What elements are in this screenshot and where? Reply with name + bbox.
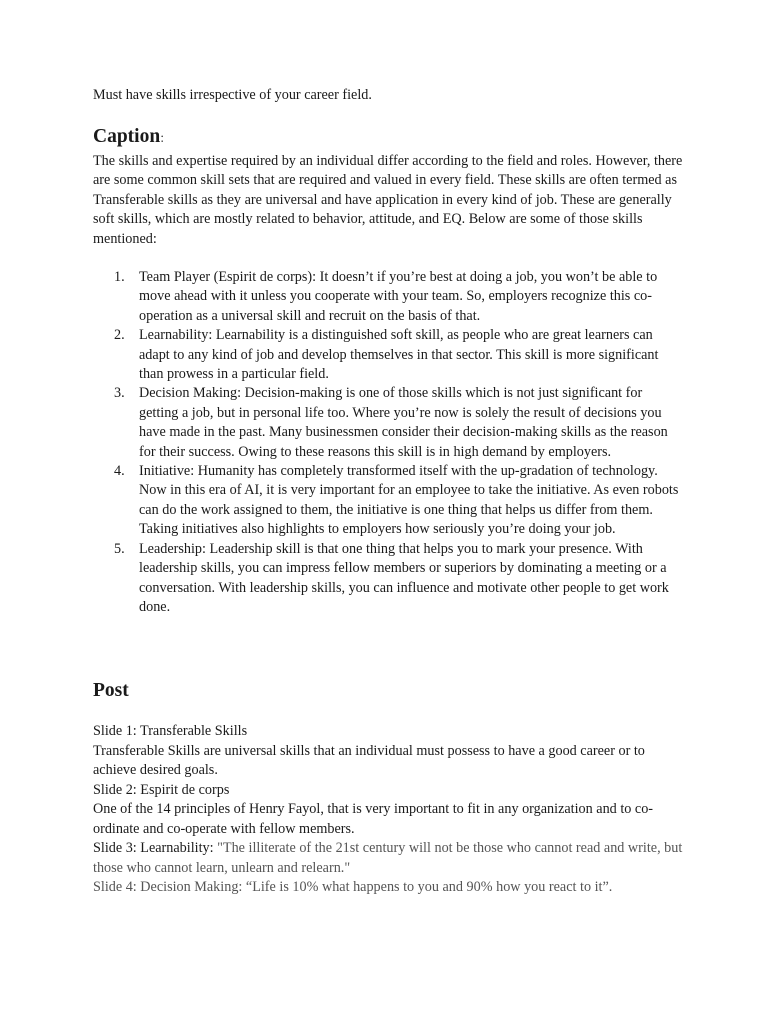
post-line: One of the 14 principles of Henry Fayol, that is very important to fit in any organization and to co-ordinate and co-operate with fellow members. — [93, 801, 654, 837]
post-line: Slide 1: Transferable Skills — [93, 723, 248, 740]
list-item — [114, 268, 683, 326]
slide-3-label: Slide 3: Learnability: — [93, 840, 218, 857]
caption-heading — [93, 125, 683, 151]
post-line: Transferable Skills are universal skills that an individual must possess to have a good career or to achieve desired goals. — [93, 742, 645, 779]
list-item-number: 4. — [114, 463, 125, 480]
slide-4-label: Slide 4: Decision Making: — [93, 879, 246, 896]
post-line: Slide 2: Espirit de corps — [93, 781, 230, 798]
list-item-text: Leadership: Leadership skill is that one thing that helps you to mark your presence. With leadership skills, you can impress fellow members or superiors by dominating a meeting or a conversation. With leadership skills, you can influence and motivate other people to get work done. — [139, 540, 669, 615]
list-item — [114, 326, 683, 384]
slide-3-line — [93, 839, 683, 878]
list-item-number: 2. — [114, 327, 125, 344]
list-item — [114, 384, 683, 462]
slide-3-quote: "The illiterate of the 21st century will not be those who cannot read and write, but those who cannot learn, unlearn and relearn." — [93, 840, 683, 876]
list-item-text: Decision Making: Decision-making is one of those skills which is not just significant for getting a job, but in personal life too. Where you’re now is solely the result of decisions you have made in the past. Many businessmen consider their decision-making skills as the reason for their success. Owing to these reasons this skill is in high demand by employers. — [139, 385, 668, 460]
caption-heading-text: Caption — [93, 125, 161, 147]
list-item-number: 5. — [114, 540, 125, 557]
list-item-text: Initiative: Humanity has completely transformed itself with the up-gradation of technology. Now in this era of AI, it is very important for an employee to take the initiative. As even robots can do the work assigned to them, the initiative is one thing that helps us differ from them. Taking initiatives also highlights to employers how seriously you’re doing your job. — [139, 463, 679, 538]
caption-body: The skills and expertise required by an individual differ according to the field and roles. However, there are some common skill sets that are required and valued in every field. These skills are often termed as Transferable skills as they are universal and have application in every kind of job. These are generally soft skills, which are mostly related to behavior, attitude, and EQ. Below are some of those skills mentioned: — [93, 152, 683, 247]
skills-list — [93, 268, 683, 617]
slide-4-quote: “Life is 10% what happens to you and 90% how you react to it”. — [245, 879, 613, 896]
post-heading: Post — [93, 680, 129, 702]
list-item — [114, 462, 683, 540]
list-item-number: 3. — [114, 385, 125, 402]
list-item — [114, 540, 683, 618]
list-item-text: Learnability: Learnability is a distinguished soft skill, as people who are great learners can adapt to any kind of job and develop themselves in that sector. This skill is more significant than prowess in a particular field. — [139, 327, 659, 383]
caption-heading-colon: : — [160, 130, 165, 146]
list-item-number: 1. — [114, 269, 125, 285]
list-item-text: Team Player (Espirit de corps): It doesn’t if you’re best at doing a job, you won’t be able to move ahead with it unless you cooperate with your team. So, employers recognize this co-operation as a universal skill and recruit on the basis of that. — [139, 269, 658, 324]
slide-4-line — [93, 878, 683, 898]
intro-text: Must have skills irrespective of your career field. — [93, 87, 372, 103]
document-page — [93, 86, 683, 898]
